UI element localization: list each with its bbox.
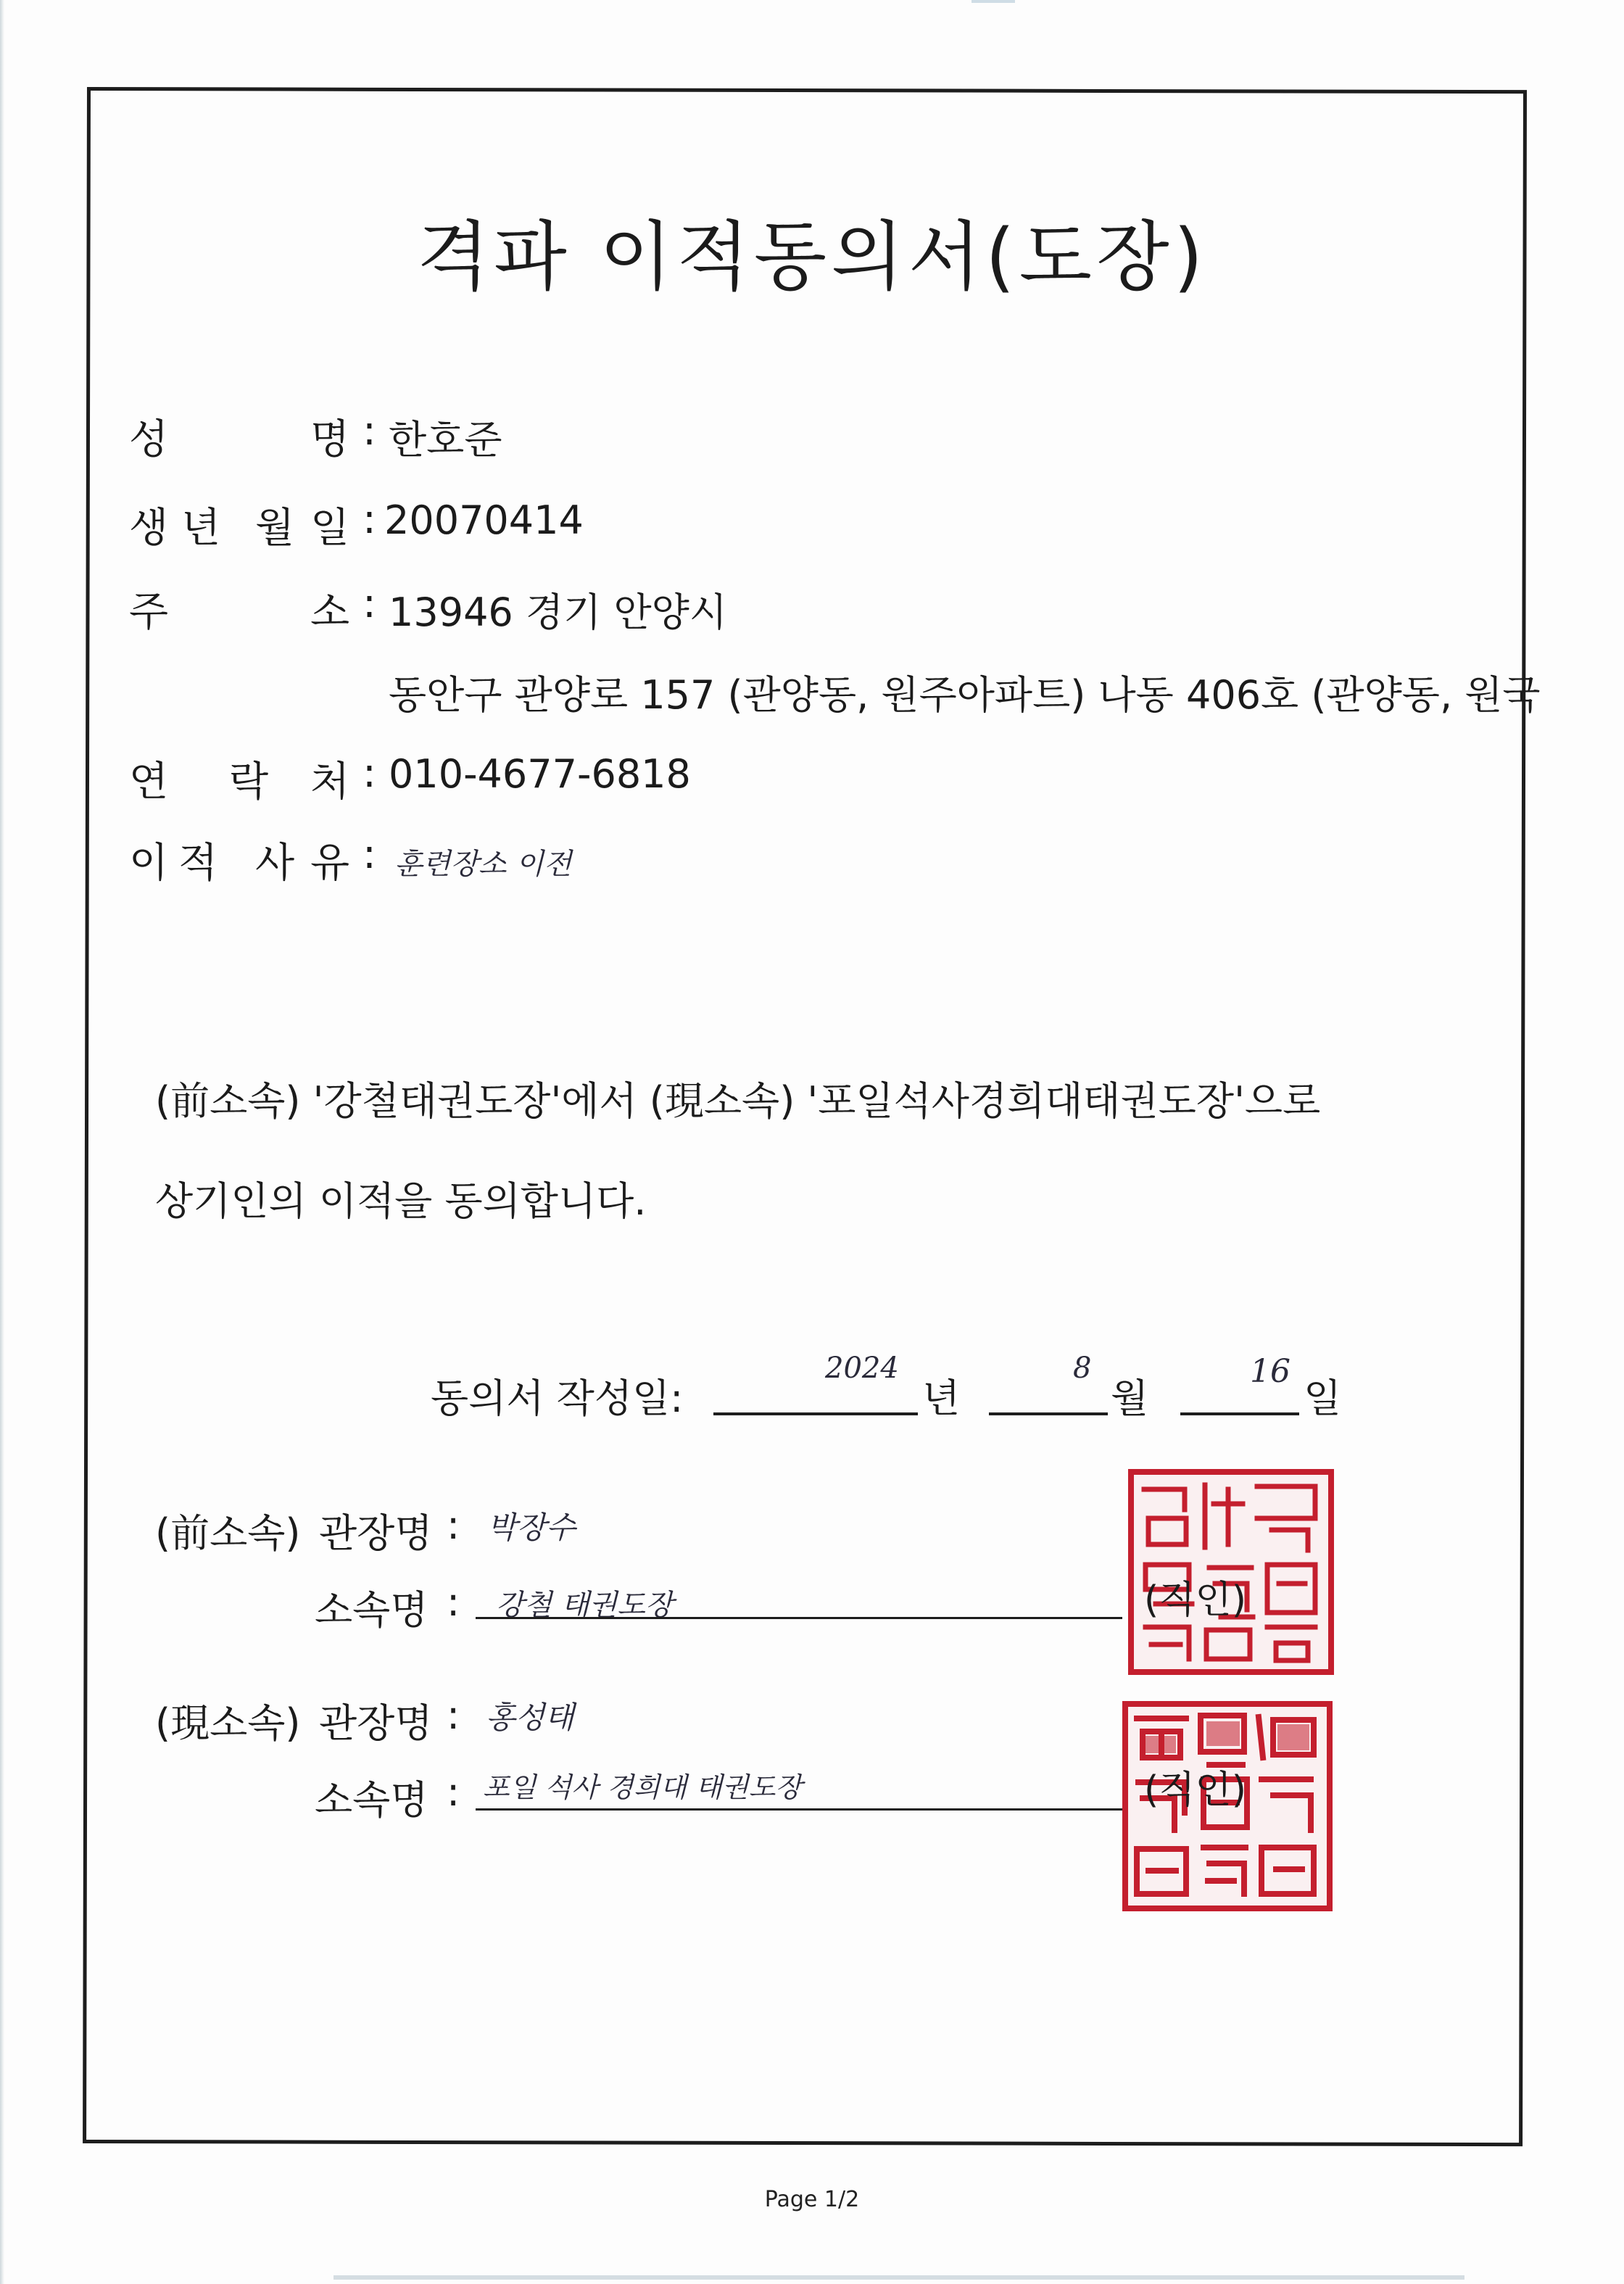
consent-line-2: 상기인의 이적을 동의합니다. [155, 1178, 647, 1224]
current-affiliation-line [476, 1808, 1122, 1811]
contact-label-char: 연 [129, 758, 169, 806]
name-value: 한호준 [389, 417, 502, 463]
address-label-char: 주 [129, 589, 169, 636]
current-director-label: 관장명 [319, 1700, 433, 1746]
reason-label-char: 사 [255, 840, 295, 887]
contact-label-char: 처 [310, 758, 350, 806]
date-day-handwritten: 16 [1250, 1353, 1290, 1390]
previous-affiliation-label: 소속명 [315, 1587, 428, 1633]
reason-value-handwritten: 훈련장소 이전 [394, 848, 572, 881]
document-title: 격파 이적동의서(도장) [416, 212, 1208, 301]
date-month-line [989, 1412, 1108, 1415]
reason-label-char: 유 [310, 840, 350, 887]
field-colon: : [447, 1769, 460, 1815]
date-year-handwritten: 2024 [825, 1352, 899, 1385]
contact-value: 010-4677-6818 [389, 751, 691, 797]
field-colon: : [447, 1579, 460, 1625]
date-month-unit: 월 [1111, 1375, 1149, 1421]
address-value-line1: 13946 경기 안양시 [389, 589, 727, 635]
current-seal-label: (직인) [1144, 1768, 1247, 1812]
date-day-line [1180, 1412, 1299, 1415]
page-number: Page 1/2 [764, 2187, 860, 2212]
name-label-char: 명 [310, 416, 350, 463]
date-year-line [713, 1412, 918, 1415]
birth-label-char: 일 [310, 505, 350, 552]
date-month-handwritten: 8 [1073, 1352, 1092, 1385]
birth-label-char: 월 [255, 505, 295, 552]
scan-edge [972, 0, 1015, 3]
date-year-unit: 년 [922, 1375, 961, 1421]
current-affiliation-label: 소속명 [315, 1777, 428, 1823]
birth-value: 20070414 [384, 497, 584, 543]
previous-director-label: 관장명 [319, 1510, 433, 1556]
consent-line-1: (前소속) '강철태권도장'에서 (現소속) '포일석사경희대태권도장'으로 [155, 1078, 1321, 1124]
field-colon: : [362, 580, 376, 627]
contact-label-char: 락 [229, 758, 269, 806]
date-day-unit: 일 [1304, 1375, 1342, 1421]
previous-director-handwritten: 박장수 [487, 1510, 576, 1545]
field-colon: : [362, 831, 376, 878]
reason-label-char: 이 [129, 840, 169, 887]
previous-affiliation-handwritten: 강철 태권도장 [496, 1589, 674, 1622]
name-label-char: 성 [129, 416, 169, 463]
current-affiliation-handwritten: 포일 석사 경희대 태권도장 [483, 1771, 803, 1803]
birth-label-char: 년 [181, 505, 221, 552]
scan-edge [0, 0, 4, 2284]
reason-label-char: 적 [178, 840, 218, 887]
scan-edge [334, 2275, 1464, 2280]
address-label-char: 소 [310, 589, 350, 636]
current-prefix: (現소속) [155, 1700, 301, 1746]
field-colon: : [447, 1502, 460, 1548]
previous-affiliation-line [476, 1617, 1122, 1619]
field-colon: : [447, 1692, 460, 1738]
previous-seal-label: (직인) [1144, 1578, 1247, 1622]
field-colon: : [362, 407, 376, 455]
previous-prefix: (前소속) [155, 1510, 301, 1556]
date-label: 동의서 작성일: [431, 1375, 684, 1421]
field-colon: : [362, 750, 376, 797]
field-colon: : [362, 496, 376, 543]
address-value-line2: 동안구 관양로 157 (관양동, 원주아파트) 나동 406호 (관양동, 원국 [389, 672, 1541, 718]
current-director-handwritten: 홍성태 [486, 1700, 574, 1735]
birth-label-char: 생 [129, 505, 169, 552]
